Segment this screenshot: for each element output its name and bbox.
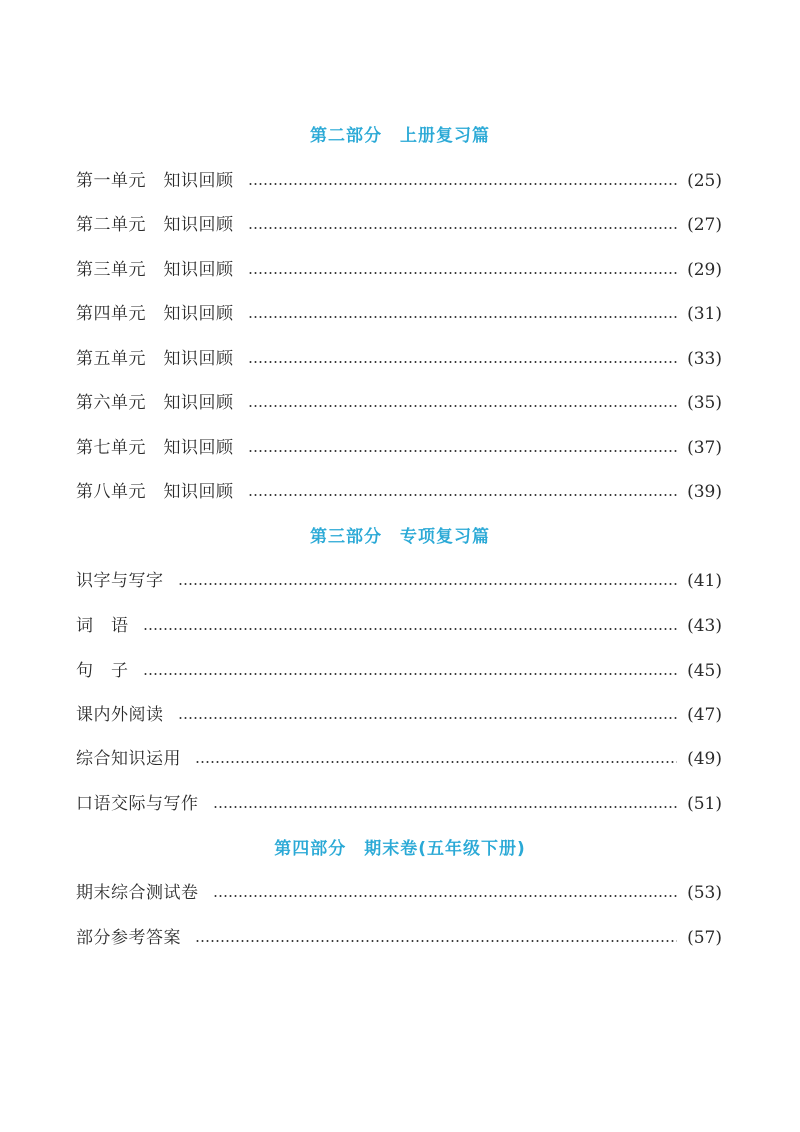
dot-leader: [213, 895, 678, 897]
toc-entry-unit-5[interactable]: [76, 347, 722, 371]
toc-entry-page: (33): [687, 349, 722, 369]
toc-entry-page: (27): [687, 215, 722, 235]
dot-leader: [143, 628, 678, 630]
toc-entry-page: (29): [687, 260, 722, 280]
toc-entry-unit-7[interactable]: [76, 436, 722, 460]
toc-entry-label: 第六单元 知识回顾: [76, 393, 234, 413]
toc-entry-label: 第一单元 知识回顾: [76, 171, 234, 191]
toc-entry-unit-4[interactable]: [76, 302, 722, 326]
toc-entry-label: 识字与写字: [76, 571, 164, 591]
toc-entry-label: 第八单元 知识回顾: [76, 482, 234, 502]
dot-leader: [195, 761, 677, 763]
dot-leader: [248, 361, 678, 363]
toc-entry-page: (57): [687, 928, 722, 948]
toc-entry-page: (53): [687, 883, 722, 903]
toc-entry-label: 第三单元 知识回顾: [76, 260, 234, 280]
dot-leader: [213, 806, 678, 808]
toc-entry-literacy[interactable]: [76, 569, 722, 593]
dot-leader: [248, 494, 678, 496]
dot-leader: [143, 673, 678, 675]
toc-entry-page: (31): [687, 304, 722, 324]
toc-entry-unit-8[interactable]: [76, 480, 722, 504]
toc-entry-final-exam[interactable]: [76, 881, 722, 905]
dot-leader: [248, 227, 678, 229]
toc-entry-label: 第七单元 知识回顾: [76, 438, 234, 458]
toc-entry-page: (45): [687, 661, 722, 681]
toc-entry-answers[interactable]: [76, 926, 722, 950]
toc-entry-label: 词 语: [76, 616, 129, 636]
toc-entry-page: (39): [687, 482, 722, 502]
toc-entry-label: 第五单元 知识回顾: [76, 349, 234, 369]
toc-entry-page: (35): [687, 393, 722, 413]
toc-entry-label: 句 子: [76, 661, 129, 681]
toc-entry-page: (43): [687, 616, 722, 636]
toc-entry-speaking-writing[interactable]: [76, 792, 722, 816]
toc-entry-page: (25): [687, 171, 722, 191]
dot-leader: [248, 316, 678, 318]
dot-leader: [178, 717, 678, 719]
section-heading-part-2: 第二部分 上册复习篇: [310, 126, 490, 146]
toc-entry-sentences[interactable]: [76, 659, 722, 683]
dot-leader: [178, 583, 678, 585]
dot-leader: [248, 450, 678, 452]
section-heading-part-3: 第三部分 专项复习篇: [310, 527, 490, 547]
toc-entry-label: 第二单元 知识回顾: [76, 215, 234, 235]
toc-entry-label: 部分参考答案: [76, 928, 181, 948]
toc-entry-page: (41): [687, 571, 722, 591]
toc-entry-label: 综合知识运用: [76, 749, 181, 769]
dot-leader: [195, 940, 677, 942]
toc-entry-unit-2[interactable]: [76, 213, 722, 237]
toc-entry-label: 第四单元 知识回顾: [76, 304, 234, 324]
toc-entry-label: 课内外阅读: [76, 705, 164, 725]
toc-entry-unit-1[interactable]: [76, 169, 722, 193]
toc-entry-reading[interactable]: [76, 703, 722, 727]
toc-entry-unit-3[interactable]: [76, 258, 722, 282]
toc-entry-unit-6[interactable]: [76, 391, 722, 415]
toc-entry-page: (49): [687, 749, 722, 769]
dot-leader: [248, 405, 678, 407]
section-heading-part-4: 第四部分 期末卷(五年级下册): [274, 839, 526, 859]
dot-leader: [248, 272, 678, 274]
toc-entry-label: 期末综合测试卷: [76, 883, 199, 903]
toc-entry-page: (37): [687, 438, 722, 458]
toc-entry-label: 口语交际与写作: [76, 794, 199, 814]
toc-entry-page: (47): [687, 705, 722, 725]
toc-entry-knowledge-application[interactable]: [76, 747, 722, 771]
dot-leader: [248, 183, 678, 185]
toc-entry-vocabulary[interactable]: [76, 614, 722, 638]
toc-entry-page: (51): [687, 794, 722, 814]
